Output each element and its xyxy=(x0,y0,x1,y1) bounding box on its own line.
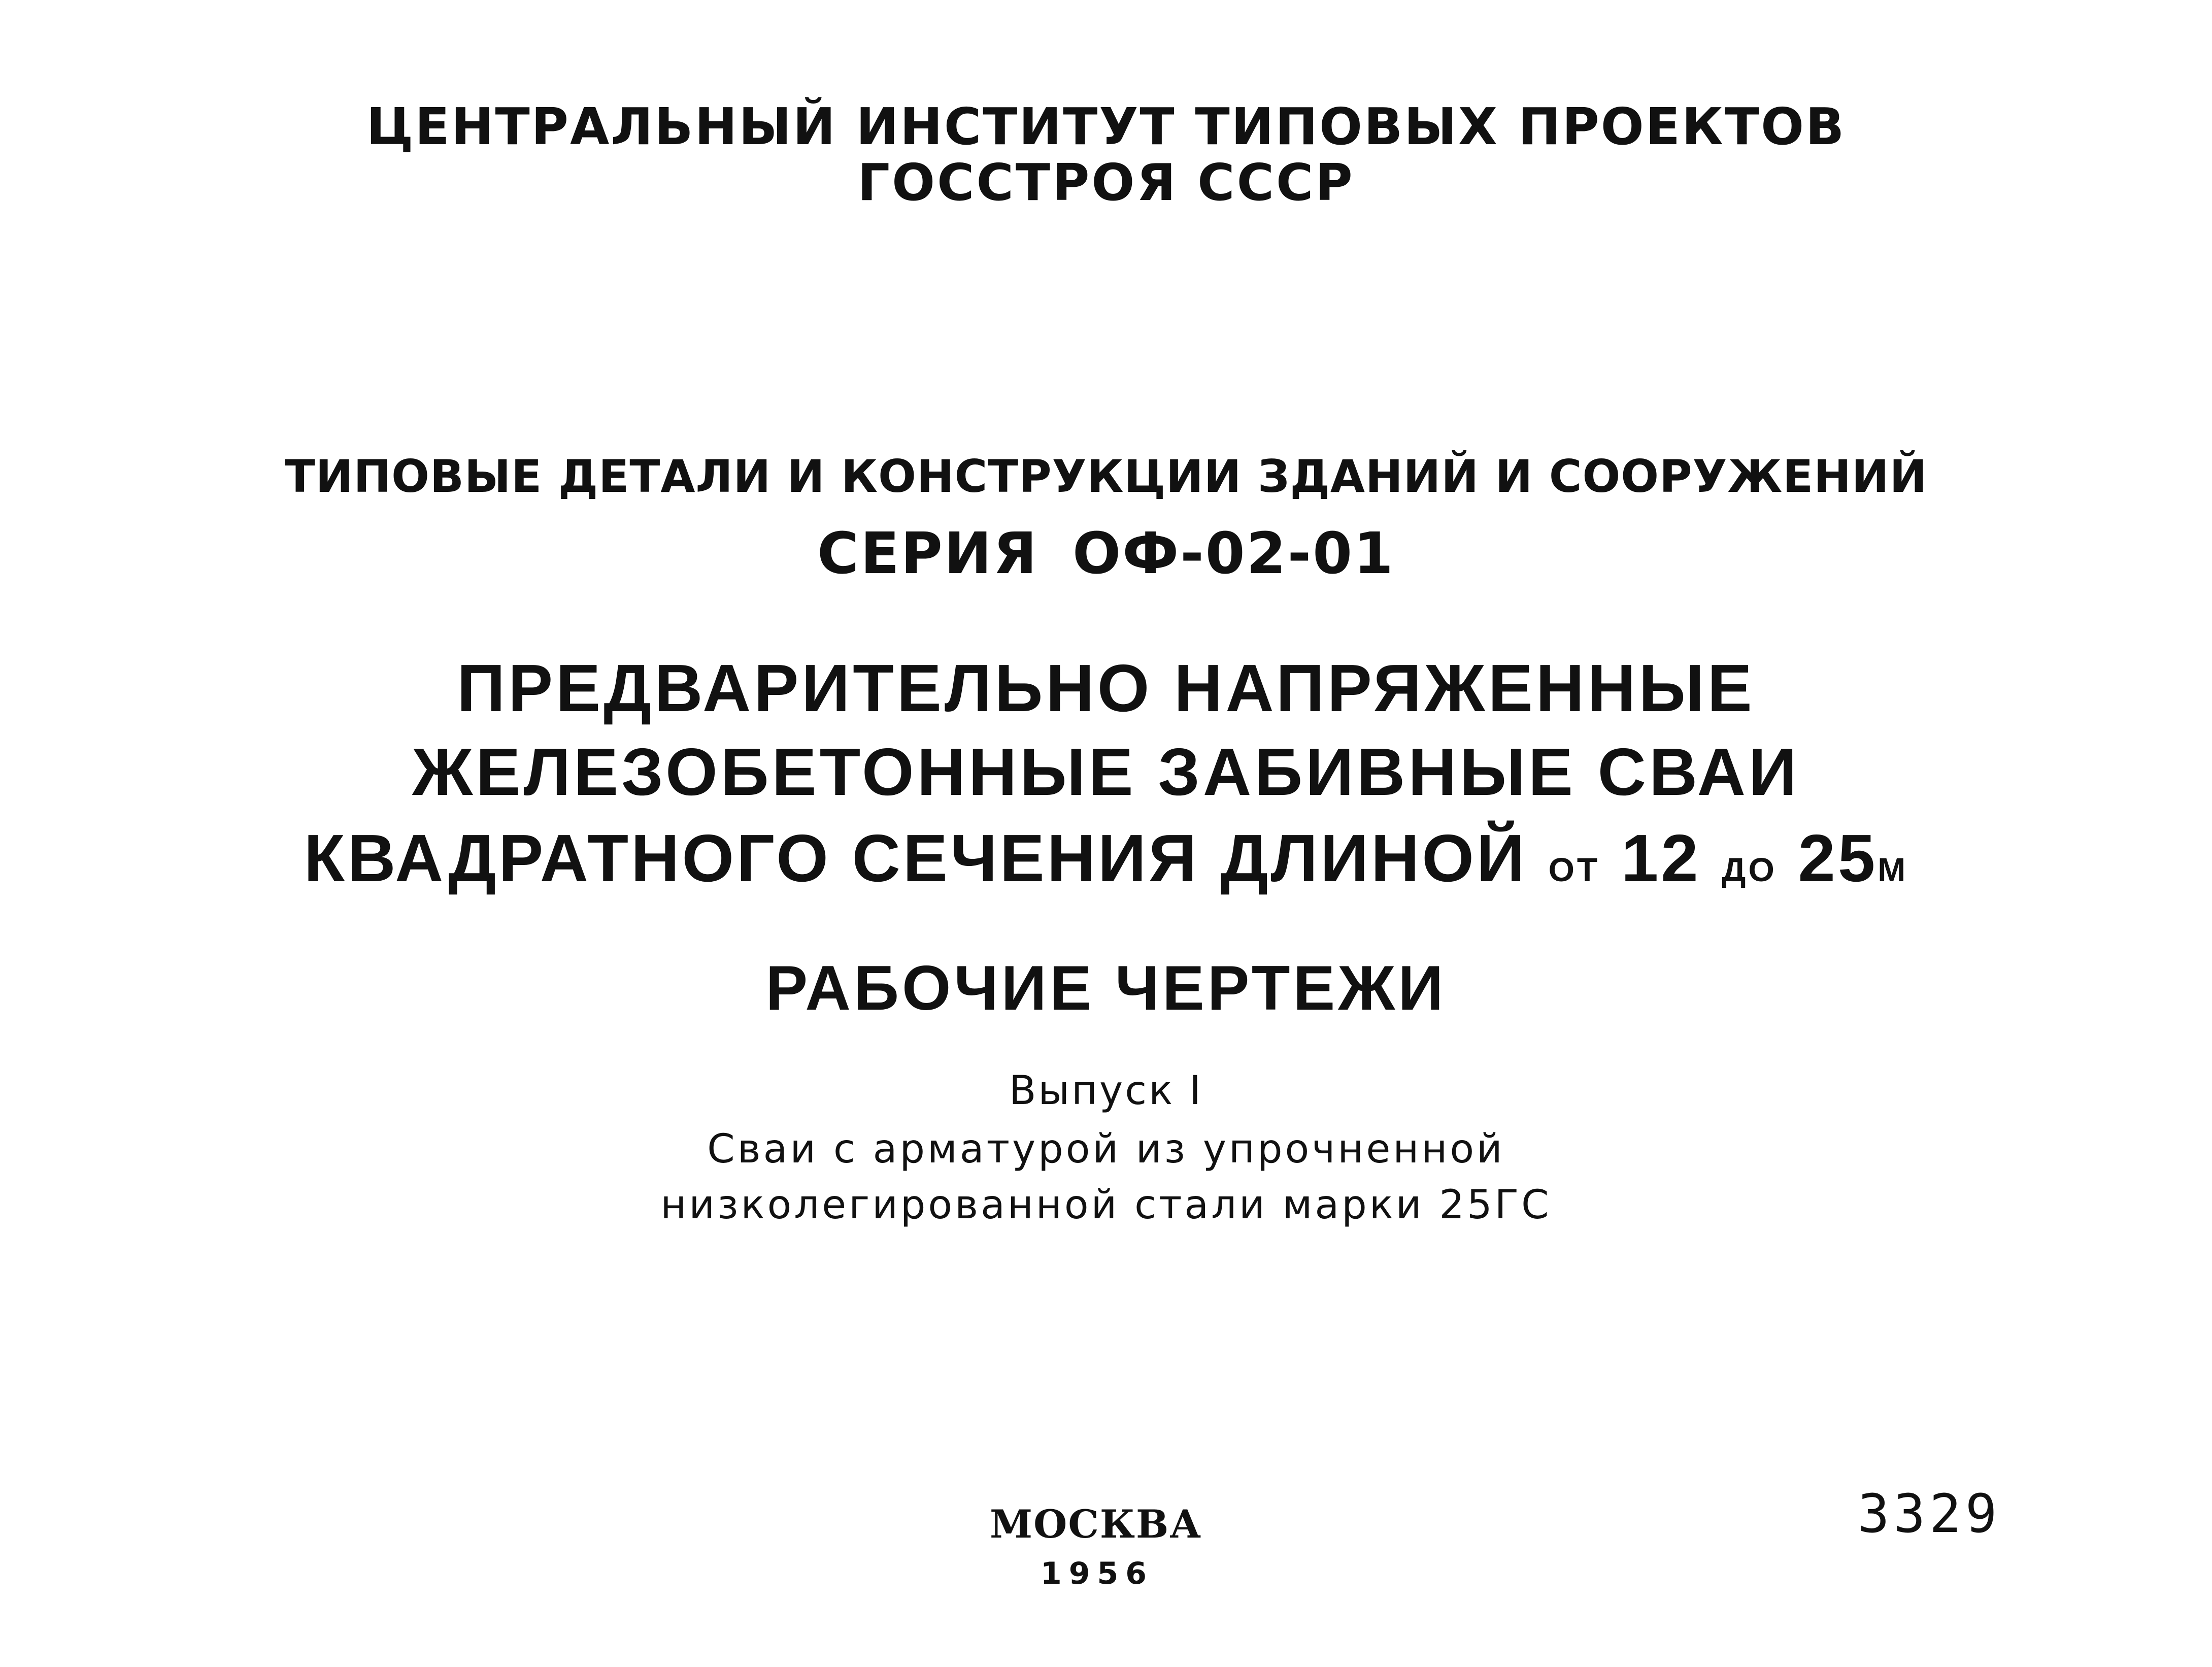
length-to-label: ДО xyxy=(1722,851,1777,888)
length-from-label: ОТ xyxy=(1548,851,1600,888)
issue-description-1: Сваи с арматурой из упрочненной xyxy=(707,1126,1505,1172)
series-label: СЕРИЯ xyxy=(817,521,1038,587)
title-line-1: ПРЕДВАРИТЕЛЬНО НАПРЯЖЕННЫЕ xyxy=(457,651,1755,725)
length-min-value: 12 xyxy=(1621,821,1701,895)
series-code: ОФ-02-01 xyxy=(1072,521,1395,587)
length-unit: М xyxy=(1878,851,1908,888)
issue-label: Выпуск I xyxy=(1009,1068,1203,1114)
institute-gosstroy: ГОССТРОЯ СССР xyxy=(857,153,1355,212)
issue-description-2: низколегированной стали марки 25ГС xyxy=(660,1182,1552,1228)
title-line-3 xyxy=(0,821,2212,895)
publication-year: 1956 xyxy=(1041,1556,1154,1591)
subtitle-working-drawings: РАБОЧИЕ ЧЕРТЕЖИ xyxy=(765,953,1447,1023)
document-number: 3329 xyxy=(1858,1483,2001,1545)
series-heading: ТИПОВЫЕ ДЕТАЛИ И КОНСТРУКЦИИ ЗДАНИЙ И СООРУЖЕНИЙ xyxy=(284,450,1928,503)
length-max-value: 25 xyxy=(1798,821,1878,895)
title-line-2: ЖЕЛЕЗОБЕТОННЫЕ ЗАБИВНЫЕ СВАИ xyxy=(412,735,1800,809)
institute-name: ЦЕНТРАЛЬНЫЙ ИНСТИТУТ ТИПОВЫХ ПРОЕКТОВ xyxy=(366,97,1846,156)
title-line-3-main: КВАДРАТНОГО СЕЧЕНИЯ ДЛИНОЙ xyxy=(304,821,1527,895)
publication-city: МОСКВА xyxy=(990,1502,1202,1547)
series-line xyxy=(0,521,2212,587)
